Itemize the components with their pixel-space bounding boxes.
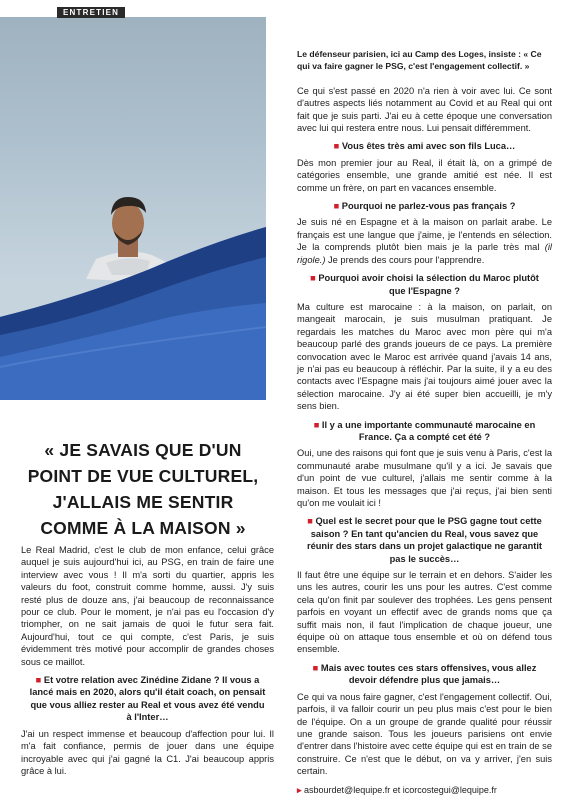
answer-zidane: J'ai un respect immense et beaucoup d'affection pour lui. Il m'a fait confiance, permis de jouer dans une équipe incroyable avec qui j'ai gagné la C1. J'ai beaucoup appris grâce à lui. <box>21 728 274 776</box>
answer-defend: Ce qui va nous faire gagner, c'est l'engagement collectif. Oui, parfois, il va falloir courir un peu plus mais c'est pour le bien de l'équipe. On a un groupe de grande qualité pour réussir une grande saison. Tous les joueurs parisiens ont envie d'entrer dans l'histoire avec cette équipe qui est en train de se construire. Ce n'est que le début, on va y arriver, j'en suis certain. <box>297 691 552 777</box>
answer-community: Oui, une des raisons qui font que je suis venu à Paris, c'est la communauté arabe musulmane qu'il y a ici. Je savais que d'un point de vue culturel, j'allais me sentir comme à la maison. Et tous les messages que j'ai reçus, j'ai bien senti qu'on me voulait ici ! <box>297 448 552 508</box>
author-credit: ▸ asbourdet@lequipe.fr et icorcostegui@lequipe.fr <box>297 784 497 795</box>
right-column <box>297 48 552 802</box>
answer-french: Je suis né en Espagne et à la maison on parlait arabe. Le français est une langue que j'aime, je l'entends en sélection. Je la comprends plutôt bien mais je la parle très mal (il rigole.) Je prends des cours pour l'apprendre. <box>297 217 552 265</box>
answer-morocco: Ma culture est marocaine : à la maison, on parlait, on mangeait marocain, je suis musulman pratiquant. Je regardais les matches du Maroc avec mon père qui m'a beaucoup parlé des grands joueurs de ce pays. La première convocation avec le Maroc est arrivée quand j'avais 14 ans, je n'ai pas eu beaucoup à réfléchir. Par la suite, il y a eu des contacts avec l'Espagne mais j'ai toujours aimé jouer avec la sélection marocaine. J'y ai été super bien accueilli, je m'y sens bien. <box>297 301 552 412</box>
question-morocco: ■ Pourquoi avoir choisi la sélection du Maroc plutôt que l'Espagne ? <box>310 273 539 296</box>
intro-paragraph: Le Real Madrid, c'est le club de mon enfance, celui grâce auquel je suis aujourd'hui ici, au PSG, en train de faire une interview avec vous ! Il m'a sorti du quartier, appris les valeurs du foot, construit comme homme, aussi. J'y suis resté plus de douze ans, j'ai beaucoup de reconnaissance pour ce club. Pour le moment, je n'ai pas eu l'occasion d'y triompher, on ne sait jamais de quoi le futur sera fait. Aujourd'hui, tout ce qui compte, c'est Paris, je suis évidemment très motivé pour accomplir de grandes choses sous ce maillot. <box>21 545 274 667</box>
question-zidane: ■ Et votre relation avec Zinédine Zidane ? Il vous a lancé mais en 2020, alors qu'il était coach, on pensait que vous alliez rester au Real et vous avez été vendu à l'Inter… <box>29 675 266 723</box>
left-column <box>21 544 274 783</box>
section-tag: ENTRETIEN <box>57 7 125 18</box>
answer-luca: Dès mon premier jour au Real, il était là, on a grimpé de catégories ensemble, une grande amitié est née. Il est comme un frère, on part en vacances ensemble. <box>297 157 552 193</box>
question-defend: ■ Mais avec toutes ces stars offensives, vous allez devoir défendre plus que jamais… <box>312 662 537 686</box>
player-photo <box>0 17 266 400</box>
answer-paragraph-1: Ce qui s'est passé en 2020 n'a rien à voir avec lui. Ce sont d'autres aspects liés notamment au Covid et au Real qui ont fait que je suis parti. J'ai eu à cette époque une conversation avec lui qui restera entre nous. Lui pensait différemment. <box>297 85 552 134</box>
question-community: ■ Il y a une importante communauté marocaine en France. Ça a compté cet été ? <box>313 419 536 442</box>
photo-illustration <box>0 17 266 400</box>
photo-caption: Le défenseur parisien, ici au Camp des Loges, insiste : « Ce qui va faire gagner le PSG, c'est l'engagement collectif. » <box>297 49 542 72</box>
answer-secret: Il faut être une équipe sur le terrain et en dehors. S'aider les uns les autres, courir les uns pour les autres. C'est comme cela qu'on finit par soulever des trophées. Les gens pensent parfois en voyant un effectif avec de grands noms que ça suffit mais non, il faut l'implication de chaque joueur, une équipe où on attaque tous ensemble et où on défend tous ensemble. <box>297 570 552 655</box>
question-luca: ■ Vous êtes très ami avec son fils Luca… <box>333 141 516 152</box>
question-french: ■ Pourquoi ne parlez-vous pas français ? <box>333 201 516 212</box>
question-secret: ■ Quel est le secret pour que le PSG gagne tout cette saison ? En tant qu'ancien du Real, vous savez que réunir des stars dans un projet galactique ne garantit pas le succès… <box>306 516 543 564</box>
pull-quote: « JE SAVAIS QUE D'UN POINT DE VUE CULTUREL, J'ALLAIS ME SENTIR COMME À LA MAISON » <box>27 440 259 538</box>
